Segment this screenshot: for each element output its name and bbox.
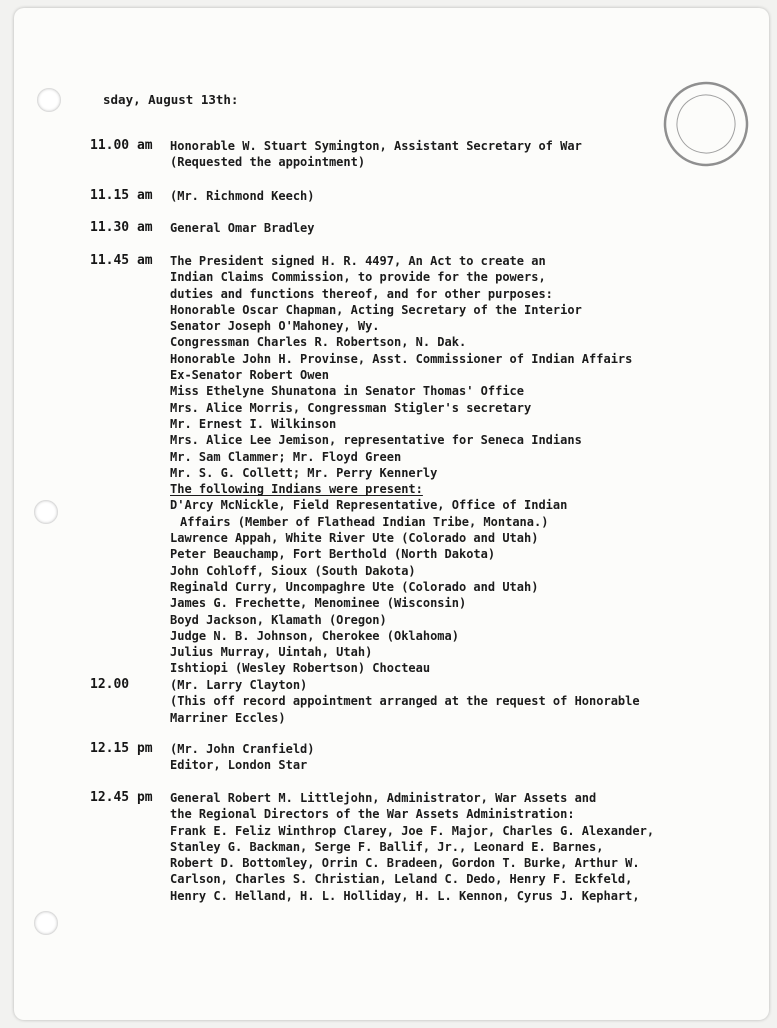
entry-line: Mrs. Alice Lee Jemison, representative for Seneca Indians: [170, 433, 582, 448]
entry-line: The President signed H. R. 4497, An Act to create an: [170, 254, 546, 268]
entry-line: Henry C. Helland, H. L. Holliday, H. L. Kennon, Cyrus J. Kephart,: [170, 888, 640, 903]
entry-line: Stanley G. Backman, Serge F. Ballif, Jr., Leonard E. Barnes,: [170, 839, 604, 854]
entry-line: Carlson, Charles S. Christian, Leland C. Dedo, Henry F. Eckfeld,: [170, 872, 633, 887]
entry-line: Affairs (Member of Flathead Indian Tribe, Montana.): [180, 514, 549, 529]
entry-line: the Regional Directors of the War Assets Administration:: [170, 807, 575, 822]
entry-line: (This off record appointment arranged at the request of Honorable: [170, 694, 640, 709]
entry-line: General Robert M. Littlejohn, Administrator, War Assets and: [170, 791, 597, 805]
entry-line: (Mr. John Cranfield): [170, 742, 315, 756]
entry-line: Mr. Sam Clammer; Mr. Floyd Green: [170, 449, 402, 464]
entry-time: 11.00 am: [90, 138, 153, 153]
page-heading: sday, August 13th:: [103, 92, 239, 107]
entry-line: Ex-Senator Robert Owen: [170, 368, 329, 383]
entry-line: Indian Claims Commission, to provide for the powers,: [170, 270, 546, 285]
entry-line: Miss Ethelyne Shunatona in Senator Thomas' Office: [170, 384, 525, 399]
entry-line: (Mr. Larry Clayton): [170, 678, 308, 692]
entry-line: Julius Murray, Uintah, Utah): [170, 645, 373, 660]
entry-line: Boyd Jackson, Klamath (Oregon): [170, 612, 387, 627]
entry-line: Frank E. Feliz Winthrop Clarey, Joe F. Major, Charles G. Alexander,: [170, 823, 655, 838]
entry-time: 12.00: [90, 677, 130, 692]
entry-line: Senator Joseph O'Mahoney, Wy.: [170, 319, 380, 334]
entry-line: General Omar Bradley: [170, 221, 315, 235]
entry-line: Editor, London Star: [170, 758, 308, 773]
attendees-subheading-text: The following Indians were present:: [170, 482, 423, 497]
entry-line: (Mr. Richmond Keech): [170, 189, 315, 203]
binder-hole-top: [37, 88, 61, 112]
entry-time: 11.45 am: [90, 253, 153, 268]
entry-line: (Requested the appointment): [170, 155, 366, 170]
entry-line: Honorable John H. Provinse, Asst. Commissioner of Indian Affairs: [170, 351, 633, 366]
entry-line: James G. Frechette, Menominee (Wisconsin): [170, 596, 467, 611]
entry-line: Lawrence Appah, White River Ute (Colorado and Utah): [170, 531, 539, 546]
entry-line: Mr. S. G. Collett; Mr. Perry Kennerly: [170, 465, 438, 480]
entry-line: Honorable Oscar Chapman, Acting Secretary of the Interior: [170, 302, 582, 317]
entry-time: 12.45 pm: [90, 790, 153, 805]
entry-line: Mrs. Alice Morris, Congressman Stigler's secretary: [170, 400, 532, 415]
entry-line: Marriner Eccles): [170, 710, 286, 725]
entry-line: duties and functions thereof, and for other purposes:: [170, 286, 553, 301]
entry-line: Congressman Charles R. Robertson, N. Dak.: [170, 335, 467, 350]
entry-line: Reginald Curry, Uncompaghre Ute (Colorado and Utah): [170, 579, 539, 594]
entry-line: Peter Beauchamp, Fort Berthold (North Dakota): [170, 547, 496, 562]
entry-line: Robert D. Bottomley, Orrin C. Bradeen, Gordon T. Burke, Arthur W.: [170, 856, 640, 871]
entry-line: Mr. Ernest I. Wilkinson: [170, 416, 337, 431]
entry-time: 11.15 am: [90, 188, 153, 203]
binder-hole-middle: [34, 500, 58, 524]
entry-line: Ishtiopi (Wesley Robertson) Chocteau: [170, 661, 431, 676]
attendees-subheading: [170, 481, 770, 497]
entry-line: John Cohloff, Sioux (South Dakota): [170, 563, 416, 578]
entry-time: 11.30 am: [90, 220, 153, 235]
entry-line: Honorable W. Stuart Symington, Assistant Secretary of War: [170, 139, 582, 153]
entry-time: 12.15 pm: [90, 741, 153, 756]
entry-line: D'Arcy McNickle, Field Representative, Office of Indian: [170, 498, 568, 513]
binder-hole-bottom: [34, 911, 58, 935]
entry-line: Judge N. B. Johnson, Cherokee (Oklahoma): [170, 628, 459, 643]
